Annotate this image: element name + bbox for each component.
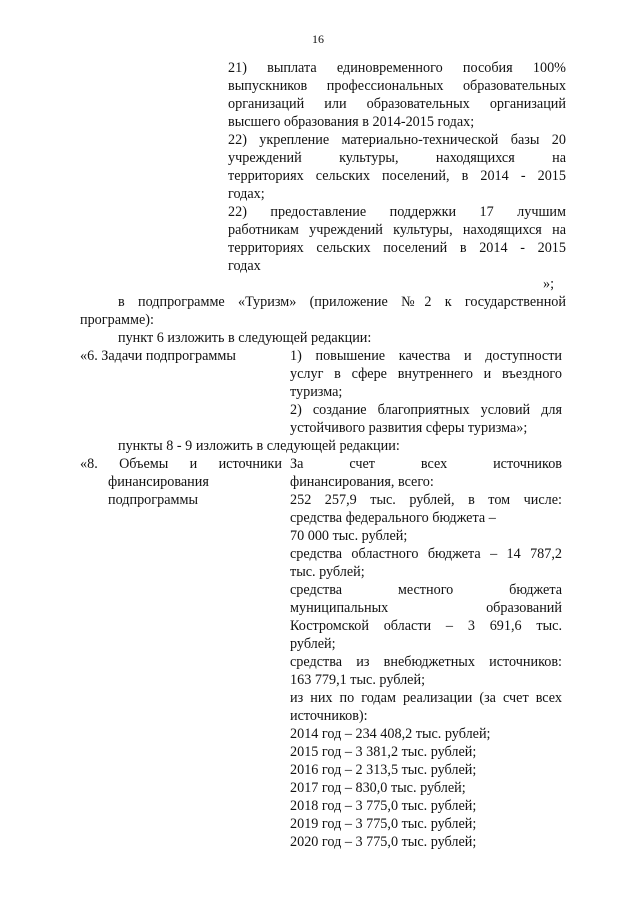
item8-line: муниципальных образований (290, 600, 562, 616)
item8-line: финансирования, всего: (290, 474, 434, 490)
text-line: учреждений культуры, находящихся на (228, 150, 566, 166)
year-line: 2018 год – 3 775,0 тыс. рублей; (290, 798, 477, 814)
year-line: 2019 год – 3 775,0 тыс. рублей; (290, 816, 477, 832)
item8-line: тыс. рублей; (290, 564, 365, 580)
year-line: 2015 год – 3 381,2 тыс. рублей; (290, 744, 477, 760)
item6-label: «6. Задачи подпрограммы (80, 348, 236, 364)
year-line: 2016 год – 2 313,5 тыс. рублей; (290, 762, 477, 778)
item6-line: 2) создание благоприятных условий для (290, 402, 562, 418)
item8-line: средства местного бюджета (290, 582, 562, 598)
text-line: территориях сельских поселений в 2014 - 2015 (228, 240, 566, 256)
item8-line: средства областного бюджета – 14 787,2 (290, 546, 562, 562)
paragraph-line: в подпрограмме «Туризм» (приложение №2 к государственной (118, 294, 566, 310)
year-line: 2020 год – 3 775,0 тыс. рублей; (290, 834, 477, 850)
item8-label: «8. Объемы и источники (80, 456, 282, 472)
text-line: выпускников профессиональных образовательных (228, 78, 566, 94)
text-line: высшего образования в 2014-2015 годах; (228, 114, 475, 130)
item6-intro: пункт 6 изложить в следующей редакции: (118, 330, 372, 346)
item6-line: устойчивого развития сферы туризма»; (290, 420, 528, 436)
closing-quote: »; (543, 276, 555, 292)
text-line: работникам учреждений культуры, находящихся на (228, 222, 566, 238)
item8-line: источников): (290, 708, 368, 724)
item8-line: из них по годам реализации (за счет всех (290, 690, 562, 706)
text-line: территориях сельских поселений, в 2014 - 2015 (228, 168, 566, 184)
text-line: 22) предоставление поддержки 17 лучшим (228, 204, 566, 220)
text-line: организаций или образовательных организаций (228, 96, 566, 112)
item8-label: финансирования (108, 474, 209, 490)
item8-line: 252 257,9 тыс. рублей, в том числе: (290, 492, 562, 508)
year-line: 2014 год – 234 408,2 тыс. рублей; (290, 726, 491, 742)
item6-line: 1) повышение качества и доступности (290, 348, 562, 364)
text-line: 22) укрепление материально-технической базы 20 (228, 132, 566, 148)
text-line: годах; (228, 186, 265, 202)
item8-line: средства из внебюджетных источников: (290, 654, 562, 670)
item6-line: услуг в сфере внутреннего и въездного (290, 366, 562, 382)
item6-line: туризма; (290, 384, 343, 400)
item8-line: За счет всех источников (290, 456, 562, 472)
item8-line: рублей; (290, 636, 336, 652)
text-line: 21) выплата единовременного пособия 100% (228, 60, 566, 76)
items89-intro: пункты 8 - 9 изложить в следующей редакции: (118, 438, 400, 454)
page-number: 16 (312, 32, 324, 46)
item8-line: Костромской области – 3 691,6 тыс. (290, 618, 562, 634)
year-line: 2017 год – 830,0 тыс. рублей; (290, 780, 466, 796)
text-line: годах (228, 258, 261, 274)
item8-line: 163 779,1 тыс. рублей; (290, 672, 426, 688)
item8-label: подпрограммы (108, 492, 198, 508)
item8-line: 70 000 тыс. рублей; (290, 528, 408, 544)
paragraph-line: программе): (80, 312, 154, 328)
item8-line: средства федерального бюджета – (290, 510, 496, 526)
